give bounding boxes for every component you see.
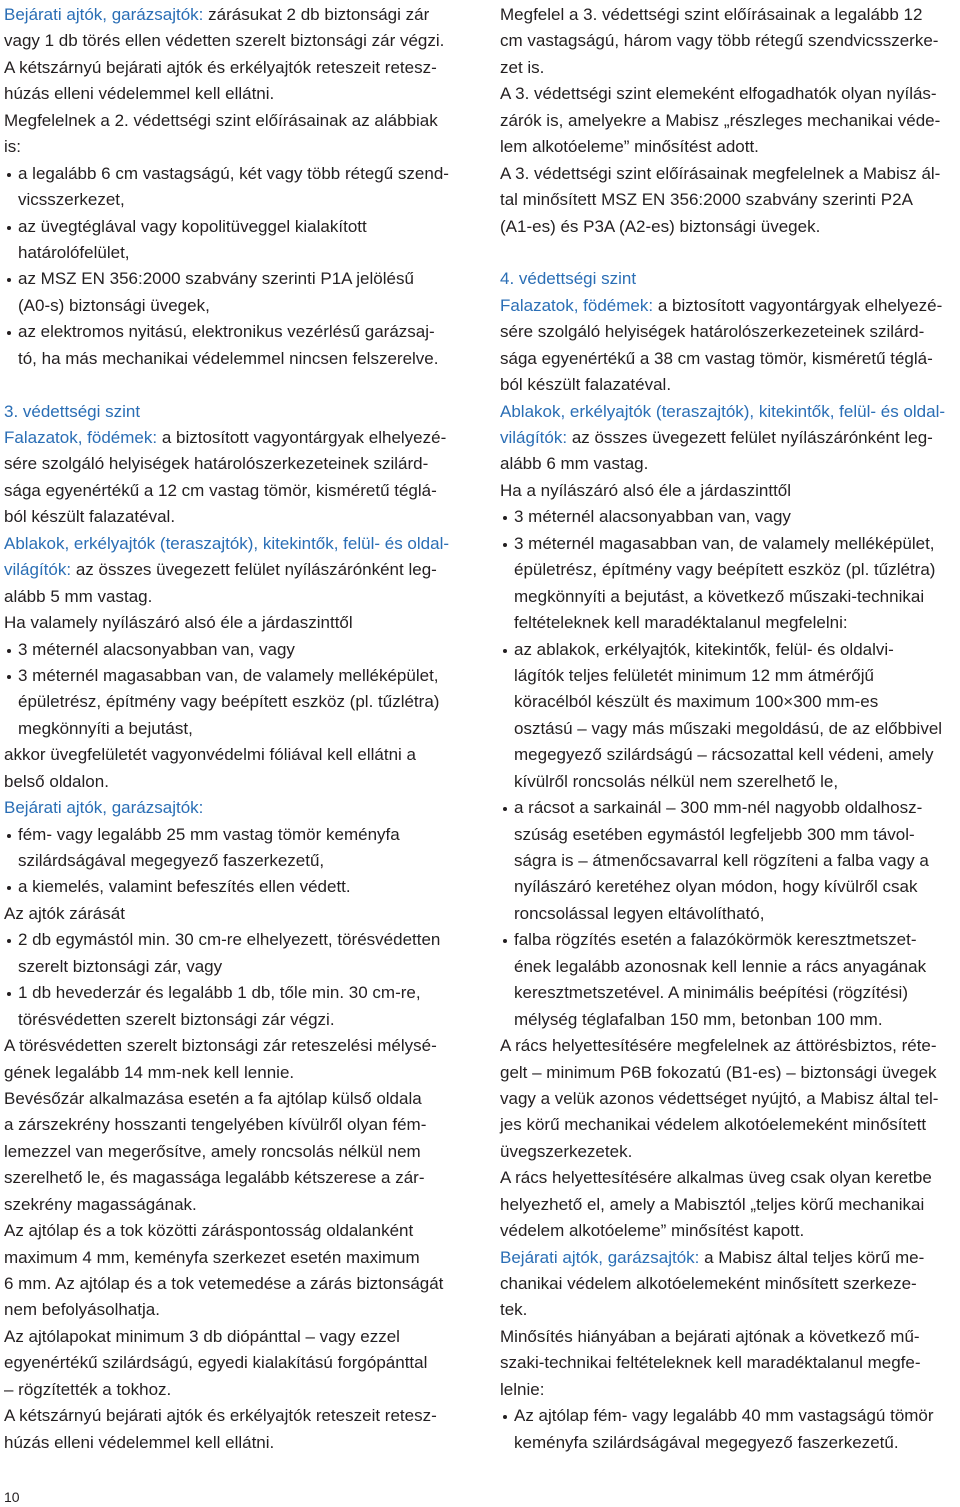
text-line <box>500 425 955 451</box>
bullet-item <box>500 927 955 953</box>
bullet-icon <box>7 939 11 943</box>
text-line: Ha a nyílászáró alsó éle a járdaszinttől <box>500 480 792 500</box>
bullet-icon <box>7 992 11 996</box>
bullet-icon <box>7 649 11 653</box>
section-heading: 3. védettségi szint <box>4 401 141 421</box>
term-label: világítók: <box>4 560 72 580</box>
bullet-item <box>500 637 955 663</box>
text-line: tal minősített MSZ EN 356:2000 szabvány szerinti P2A <box>500 190 913 210</box>
text-line: sére szolgáló helyiségek határolószerkezeteinek szilárd- <box>500 322 925 342</box>
text-line: üvegszerkezetek. <box>500 1141 633 1161</box>
text-line: belső oldalon. <box>4 771 109 791</box>
text-line: vagy a velük azonos védettséget nyújtó, a Mabisz által tel- <box>500 1088 939 1108</box>
bullet-text: az ablakok, erkélyajtók, kitekintők, felül- és oldalvi- <box>514 639 894 659</box>
text-line: Ha valamely nyílászáró alsó éle a járdaszinttől <box>4 613 353 633</box>
bullet-text: a kiemelés, valamint befeszítés ellen védett. <box>18 877 351 897</box>
bullet-continuation: tó, ha más mechanikai védelemmel nincsen felszerelve. <box>18 348 439 368</box>
text-line <box>4 557 458 583</box>
bullet-continuation: roncsolással legyen eltávolítható, <box>514 903 765 923</box>
bullet-item <box>4 927 458 953</box>
bullet-icon <box>7 173 11 177</box>
bullet-text: falba rögzítés esetén a falazókörmök keresztmetszet- <box>514 930 917 950</box>
bullet-item <box>500 504 955 530</box>
text-line: a zárszekrény hosszanti tengelyében kívülről olyan fém- <box>4 1115 427 1135</box>
bullet-icon <box>7 331 11 335</box>
text-line: A rács helyettesítésére megfelelnek az áttörésbiztos, réte- <box>500 1036 937 1056</box>
paragraph-gap <box>4 372 458 398</box>
bullet-text: a legalább 6 cm vastagságú, két vagy több rétegű szend- <box>18 163 449 183</box>
text-line: sága egyenértékű a 38 cm vastag tömör, kisméretű téglá- <box>500 348 933 368</box>
text-line: is: <box>4 137 21 157</box>
bullet-text: 1 db hevederzár és legalább 1 db, tőle min. 30 cm-re, <box>18 983 421 1003</box>
text-line: Az ajtólapokat minimum 3 db diópánttal – vagy ezzel <box>4 1326 400 1346</box>
text-line: A kétszárnyú bejárati ajtók és erkélyajtók reteszeit retesz- <box>4 1406 437 1426</box>
bullet-icon <box>503 543 507 547</box>
text-line: A rács helyettesítésére alkalmas üveg csak olyan keretbe <box>500 1168 932 1188</box>
bullet-continuation: keményfa szilárdságával megegyező faszerkezetű. <box>514 1432 899 1452</box>
text-line: zet is. <box>500 57 545 77</box>
bullet-continuation: keresztmetszetével. A minimális beépítési (rögzítési) <box>514 983 908 1003</box>
bullet-item <box>500 795 955 821</box>
bullet-continuation: határolófelület, <box>18 242 130 262</box>
paragraph-gap <box>500 240 955 266</box>
bullet-item <box>4 266 458 292</box>
text-line: jes körű mechanikai védelem alkotóelemeként minősített <box>500 1115 927 1135</box>
bullet-continuation: nyílászáró keretéhez olyan módon, hogy kívülről csak <box>514 877 918 897</box>
bullet-item <box>500 531 955 557</box>
bullet-text: 3 méternél alacsonyabban van, vagy <box>18 639 295 659</box>
text-line: ból készült falazatéval. <box>4 507 176 527</box>
text-line <box>500 1245 955 1271</box>
left-column <box>4 2 458 1456</box>
term-label: Ablakok, erkélyajtók (teraszajtók), kitekintők, felül- és oldal- <box>500 401 946 421</box>
bullet-text: az MSZ EN 356:2000 szabvány szerinti P1A jelölésű <box>18 269 414 289</box>
bullet-continuation: épületrész, építmény vagy beépített eszköz (pl. tűzlétra) <box>18 692 440 712</box>
text-line: A törésvédetten szerelt biztonsági zár reteszelési mélysé- <box>4 1036 437 1056</box>
bullet-continuation: megkönnyíti a bejutást, <box>18 718 193 738</box>
line-text: az összes üvegezett felület nyílászárónként leg- <box>571 428 933 447</box>
bullet-continuation: törésvédetten szerelt biztonsági zár végzi. <box>18 1009 335 1029</box>
text-line: egyenértékű szilárdságú, egyedi kialakítású forgópánttal <box>4 1353 428 1373</box>
bullet-item <box>4 637 458 663</box>
text-line: sére szolgáló helyiségek határolószerkezeteinek szilárd- <box>4 454 429 474</box>
bullet-icon <box>7 886 11 890</box>
text-line: 6 mm. Az ajtólap és a tok vetemedése a zárás biztonságát <box>4 1274 444 1293</box>
bullet-continuation: (A0-s) biztonsági üvegek, <box>18 295 210 315</box>
text-line: (A1-es) és P3A (A2-es) biztonsági üvegek. <box>500 216 821 236</box>
bullet-continuation: megegyező szilárdságú – rácsozattal kell védeni, amely <box>514 745 934 765</box>
bullet-icon <box>503 1415 507 1419</box>
line-text: zárásukat 2 db biztonsági zár <box>208 5 430 24</box>
bullet-continuation: ének legalább azonosnak kell lennie a rács anyagának <box>514 956 927 976</box>
bullet-continuation: megkönnyíti a bejutást, a következő műszaki-technikai <box>514 586 925 606</box>
bullet-continuation: feltételeknek kell maradéktalanul megfelelni: <box>514 613 848 633</box>
bullet-item <box>4 319 458 345</box>
text-line: szerelhető le, és magassága legalább kétszerese a zár- <box>4 1168 425 1188</box>
bullet-continuation: szilárdságával megegyező faszerkezetű, <box>18 851 325 870</box>
bullet-item <box>4 161 458 187</box>
text-line <box>500 293 955 319</box>
text-line: A kétszárnyú bejárati ajtók és erkélyajtók reteszeit retesz- <box>4 57 437 77</box>
bullet-continuation: kívülről roncsolás nélkül nem szerelhető le, <box>514 771 839 791</box>
text-line: védelem alkotóeleme” minősítést kapott. <box>500 1221 805 1241</box>
bullet-text: 3 méternél magasabban van, de valamely melléképület, <box>18 665 439 685</box>
term-label: Bejárati ajtók, garázsajtók: <box>4 5 204 24</box>
text-line: sága egyenértékű a 12 cm vastag tömör, kisméretű téglá- <box>4 480 437 500</box>
text-line: Az ajtólap és a tok közötti záráspontosság oldalanként <box>4 1221 414 1241</box>
text-line: vagy 1 db törés ellen védetten szerelt biztonsági zár végzi. <box>4 31 445 51</box>
bullet-continuation: ságra is – átmenőcsavarral kell rögzíteni a falba vagy a <box>514 851 929 870</box>
line-text: a biztosított vagyontárgyak elhelyezé- <box>161 428 447 447</box>
text-line: nem befolyásolhatja. <box>4 1300 160 1320</box>
bullet-icon <box>7 278 11 282</box>
text-line: A 3. védettségi szint elemeként elfogadhatók olyan nyílás- <box>500 84 937 104</box>
bullet-item <box>4 663 458 689</box>
text-line: zárók is, amelyekre a Mabisz „részleges mechanikai véde- <box>500 110 941 130</box>
page-number: 10 <box>4 1489 20 1505</box>
bullet-item <box>4 874 458 900</box>
text-line: alább 6 mm vastag. <box>500 454 649 474</box>
text-line: – rögzítették a tokhoz. <box>4 1379 172 1399</box>
right-column <box>500 2 955 1456</box>
bullet-text: 3 méternél magasabban van, de valamely melléképület, <box>514 533 935 553</box>
text-line: tek. <box>500 1300 528 1320</box>
section-heading: 4. védettségi szint <box>500 269 637 289</box>
text-line: gelt – minimum P6B fokozatú (B1-es) – biztonsági üvegek <box>500 1062 937 1082</box>
bullet-icon <box>503 939 507 943</box>
bullet-icon <box>503 807 507 811</box>
text-line <box>4 2 458 28</box>
bullet-icon <box>7 675 11 679</box>
term-label: Falazatok, födémek: <box>4 428 158 447</box>
bullet-item <box>4 214 458 240</box>
text-line: Az ajtók zárását <box>4 903 125 923</box>
term-label: Ablakok, erkélyajtók (teraszajtók), kitekintők, felül- és oldal- <box>4 533 450 553</box>
bullet-continuation: mélység téglafalban 150 mm, betonban 100 mm. <box>514 1009 883 1029</box>
bullet-item <box>500 1403 955 1429</box>
bullet-continuation: lágítók teljes felületét minimum 12 mm átmérőjű <box>514 665 874 685</box>
text-line: Megfelelnek a 2. védettségi szint előírásainak az alábbiak <box>4 110 438 130</box>
bullet-continuation: szúság esetében egymástól legfeljebb 300 mm távol- <box>514 824 915 844</box>
bullet-item <box>4 980 458 1006</box>
bullet-text: Az ajtólap fém- vagy legalább 40 mm vastagságú tömör <box>514 1406 934 1426</box>
bullet-text: a rácsot a sarkainál – 300 mm-nél nagyobb oldalhosz- <box>514 798 923 818</box>
bullet-text: az elektromos nyitású, elektronikus vezérlésű garázsaj- <box>18 322 435 342</box>
text-line: lem alkotóeleme” minősítést adott. <box>500 137 759 157</box>
text-line: lelnie: <box>500 1379 545 1399</box>
text-line <box>4 425 458 451</box>
bullet-continuation: vicsszerkezet, <box>18 190 125 210</box>
text-line: alább 5 mm vastag. <box>4 586 153 606</box>
bullet-text: fém- vagy legalább 25 mm vastag tömör keményfa <box>18 824 400 844</box>
line-text: a Mabisz által teljes körű me- <box>704 1247 925 1267</box>
text-line: Megfelel a 3. védettségi szint előírásainak a legalább 12 <box>500 5 923 24</box>
term-label: Bejárati ajtók, garázsajtók: <box>4 798 204 818</box>
bullet-text: 3 méternél alacsonyabban van, vagy <box>514 507 791 527</box>
bullet-continuation: osztású – vagy más műszaki megoldású, de az előbbivel <box>514 718 943 738</box>
text-line: cm vastagságú, három vagy több rétegű szendvicsszerke- <box>500 31 939 51</box>
line-text: az összes üvegezett felület nyílászárónként leg- <box>75 560 437 580</box>
text-line: A 3. védettségi szint előírásainak megfelelnek a Mabisz ál- <box>500 163 941 183</box>
term-label: Bejárati ajtók, garázsajtók: <box>500 1247 700 1267</box>
bullet-continuation: köracélból készült és maximum 100×300 mm-es <box>514 692 879 712</box>
bullet-icon <box>7 834 11 838</box>
line-text: a biztosított vagyontárgyak elhelyezé- <box>657 295 943 315</box>
term-label: Falazatok, födémek: <box>500 295 654 315</box>
text-line: gének legalább 14 mm-nek kell lennie. <box>4 1062 295 1082</box>
bullet-continuation: épületrész, építmény vagy beépített eszköz (pl. tűzlétra) <box>514 560 936 580</box>
text-line: Minősítés hiányában a bejárati ajtónak a következő mű- <box>500 1326 920 1346</box>
text-line: akkor üvegfelületét vagyonvédelmi fóliával kell ellátni a <box>4 745 417 765</box>
text-line: chanikai védelem alkotóelemeként minősített szerkeze- <box>500 1274 917 1293</box>
bullet-text: az üvegtéglával vagy kopolitüveggel kialakított <box>18 216 367 236</box>
bullet-icon <box>503 516 507 520</box>
bullet-icon <box>7 226 11 230</box>
text-line: húzás elleni védelemmel kell ellátni. <box>4 84 275 104</box>
text-line: Bevésőzár alkalmazása esetén a fa ajtólap külső oldala <box>4 1088 422 1108</box>
text-line: szaki-technikai feltételeknek kell maradéktalanul megfe- <box>500 1353 921 1373</box>
text-line: helyezhető el, amely a Mabisztól „teljes körű mechanikai <box>500 1194 925 1214</box>
text-line: lemezzel van megerősítve, amely roncsolás nélkül nem <box>4 1141 421 1161</box>
bullet-continuation: szerelt biztonsági zár, vagy <box>18 956 223 976</box>
text-line: ból készült falazatéval. <box>500 375 672 395</box>
text-line: húzás elleni védelemmel kell ellátni. <box>4 1432 275 1452</box>
text-line: szekrény magasságának. <box>4 1194 197 1214</box>
bullet-text: 2 db egymástól min. 30 cm-re elhelyezett, törésvédetten <box>18 930 441 950</box>
bullet-icon <box>503 649 507 653</box>
bullet-item <box>4 822 458 848</box>
text-line: maximum 4 mm, keményfa szerkezet esetén maximum <box>4 1247 420 1267</box>
term-label: világítók: <box>500 428 568 447</box>
